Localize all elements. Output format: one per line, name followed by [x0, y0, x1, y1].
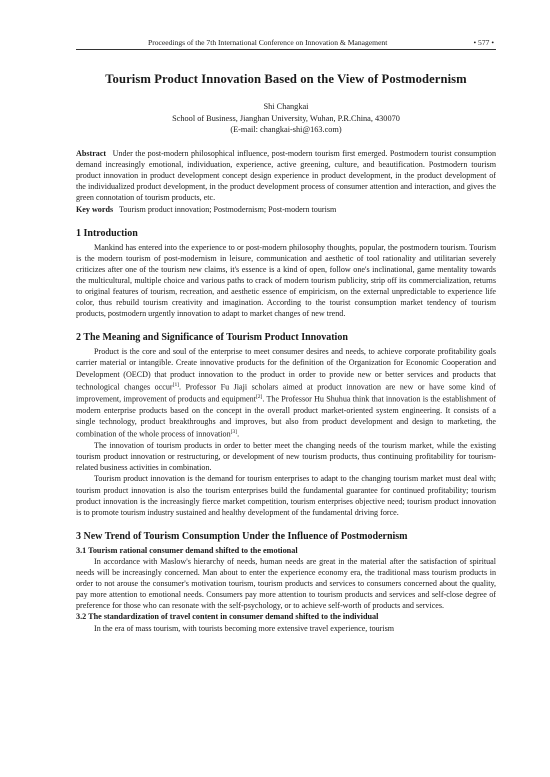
paper-title: Tourism Product Innovation Based on the View of Postmodernism: [105, 72, 467, 86]
running-title: Proceedings of the 7th International Conference on Innovation & Management: [148, 38, 388, 47]
keywords-label: Key words: [76, 204, 114, 214]
paragraph: Tourism product innovation is the demand for tourism enterprises to adapt to the changing tourism market must deal with; tourism product innovation is also the tourism enterprises build the fundamental guarantee for continued profitability; tourism product innovation is the increasingly fierce market competition, tourism enterprises objective need; tourism product innovation is to promote tourism industry sustained and healthy development of the fundamental driving force.: [76, 474, 496, 517]
keywords-text: Tourism product innovation; Postmodernism; Post-modern tourism: [118, 204, 337, 214]
running-header: [76, 38, 496, 50]
subsection-heading: 3.1 Tourism rational consumer demand shifted to the emotional: [76, 545, 298, 555]
paragraph: Mankind has entered into the experience to or post-modern philosophy thoughts, popular, the postmodern tourism. Tourism is the modern tourism of post-modernism in leisure, communication and aesthetic of tool rationality and utilitarian severely criticizes after one of the tourism new claims, it's essence is a kind of open, follow one's inclinational, game mentality towards the multicultural, multiple choice and various paths to crack of modern tourism publicity, strip off its commercialization, returns to original features of tourism, recreation, and aesthetic essence of empiricism, on the external unpredictable to experience life color, thus rebuild tourism creativity and imagination. According to the tourist consumption market tendency of tourism products, postmodern urgently innovation to adapt to market changes of new trend.: [76, 242, 496, 319]
paragraph-text: . The Professor Hu Shuhua think that innovation is the establishment of modern enterprise products based on the concept in the overall product market-oriented system engineering. It consists of a single technology, product breakthroughs and improves, but also from product development and design to marketing, the combination of the whole process of innovation: [76, 395, 496, 440]
page-number: • 577 •: [473, 38, 494, 47]
abstract-label: Abstract: [76, 148, 107, 158]
section-heading-meaning: 2 The Meaning and Significance of Tourism Product Innovation: [76, 332, 348, 344]
paragraph: In accordance with Maslow's hierarchy of needs, human needs are great in the material after the satisfaction of spiritual needs will be increasingly concerned. Man about to enter the experience economy era, the traditional mass tourism products in order to not arouse the consumer's motivation tourism, tourism products and services to consumers concerned about the quality, pay more attention to emotional needs. Consumers pay more attention to tourism products and services and self-close degree of preference for those who can resonate with the self-psychology, or to achieve self-worth of products and services.: [76, 556, 496, 611]
paragraph: In the era of mass tourism, with tourists becoming more extensive travel experience, tourism: [94, 623, 395, 633]
author-affiliation: School of Business, Jianghan University, Wuhan, P.R.China, 430070: [172, 113, 400, 123]
paragraph-text: .: [237, 430, 240, 440]
author-email: (E-mail: changkai-shi@163.com): [230, 125, 342, 134]
abstract: [76, 148, 496, 204]
paragraph: [76, 346, 496, 440]
citation-ref: [2]: [255, 394, 263, 401]
section-heading-introduction: 1 Introduction: [76, 227, 138, 239]
author-name: Shi Changkai: [263, 102, 309, 111]
paragraph: The innovation of tourism products in order to better meet the changing needs of the tourism market, while the existing tourism product innovation or restructuring, or development of new tourism products, thus continuing profitability for tourism-related business activities in combination.: [76, 441, 496, 473]
section-heading-new-trend: 3 New Trend of Tourism Consumption Under the Influence of Postmodernism: [76, 530, 408, 542]
keywords: [76, 204, 496, 215]
paragraph-text: . Professor Fu Jiaji scholars aimed at product innovation are new or have some kind of improvement, improvement of products and equipment: [76, 382, 496, 405]
paragraph-text: Product is the core and soul of the enterprise to meet consumer desires and needs, to achieve corporate profitability goals carrier material or intangible. Create innovative products for the definition of the Organization for Economic Cooperation and Development (OECD) that product innovation to the product in order to provide new or better services and products that technological changes occur: [76, 347, 496, 392]
subsection-heading: 3.2 The standardization of travel content in consumer demand shifted to the individual: [76, 612, 379, 622]
citation-ref: [1]: [172, 381, 180, 388]
abstract-text: Under the post-modern philosophical influence, post-modern tourism first emerged. Postmodern tourist consumption demand increasingly emotional, individuation, experience, active greening, culture, and beautification. Postmodern tourism product innovation in product development concept design experience in product development, in the product development of the individualized product development, in the product development process of consumer attention and interaction, and gives the green connotation of tourism products, etc.: [76, 148, 496, 203]
citation-ref: [3]: [230, 429, 238, 436]
